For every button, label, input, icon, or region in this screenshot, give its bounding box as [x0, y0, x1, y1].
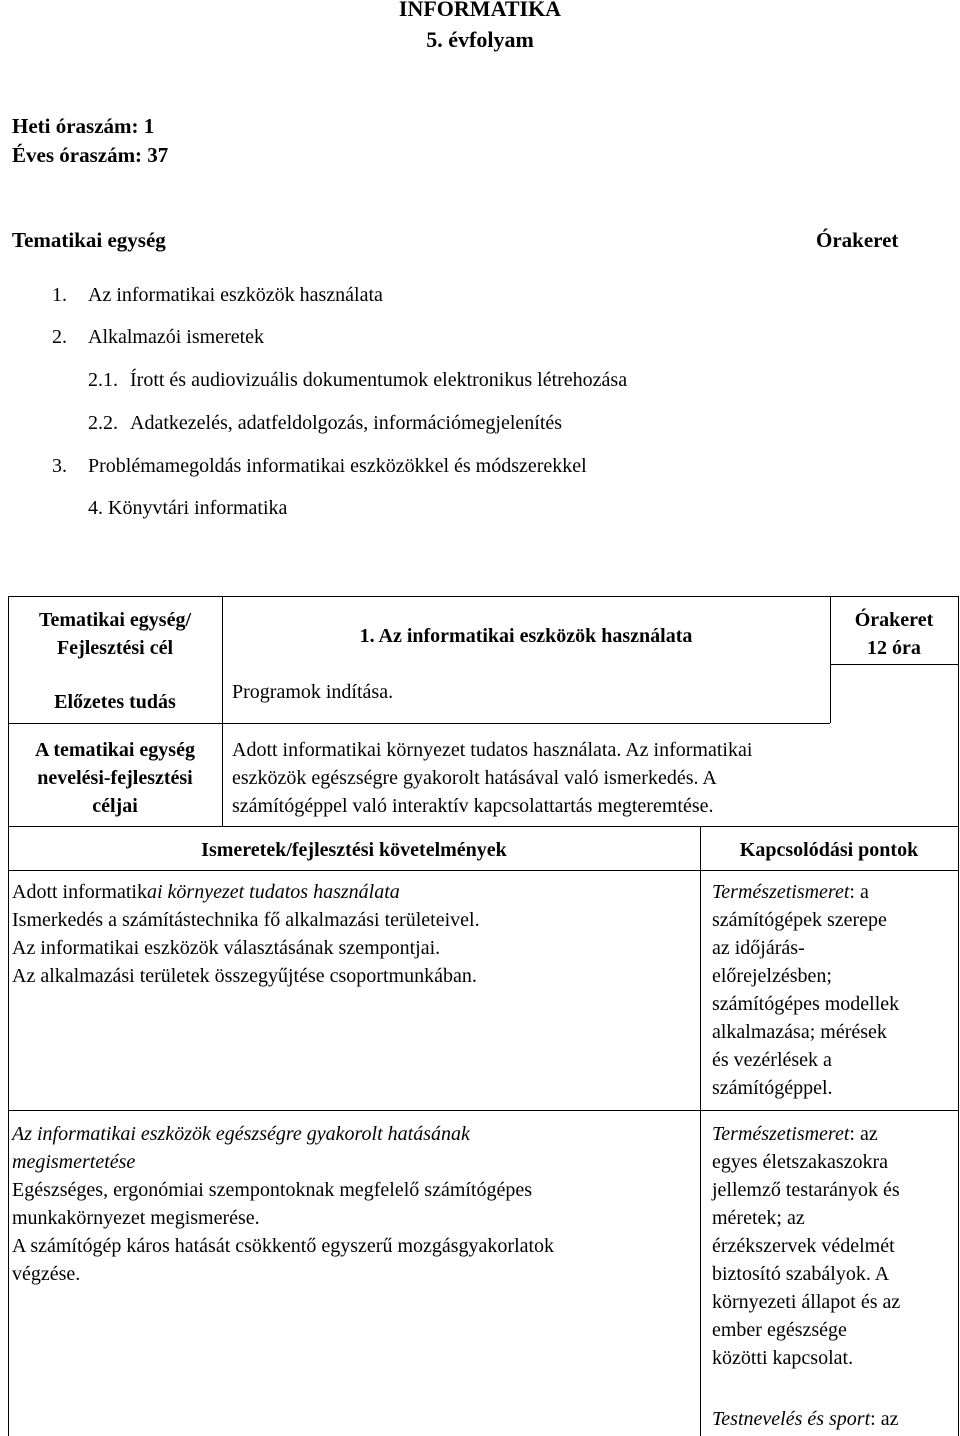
weekly-hours: Heti óraszám: 1 — [12, 114, 155, 138]
topic-title: 1. Az informatikai eszközök használata — [359, 625, 693, 647]
goals-line: számítógéppel való interaktív kapcsolattartás megteremtése. — [232, 795, 714, 817]
label-goals-line1: A tematikai egység — [35, 739, 195, 761]
conn-line: egyes életszakaszokra — [712, 1151, 889, 1173]
overview-item — [52, 455, 587, 478]
col-connections: Kapcsolódási pontok — [739, 839, 919, 861]
req-line: Egészséges, ergonómiai szempontoknak megfelelő számítógépes — [12, 1179, 533, 1201]
conn-line: közötti kapcsolat. — [712, 1347, 854, 1369]
overview-item — [88, 497, 288, 520]
goals-line: Adott informatikai környezet tudatos használata. Az informatikai — [232, 739, 753, 761]
conn-line: környezeti állapot és az — [712, 1291, 901, 1313]
grade-label: 5. évfolyam — [426, 27, 534, 52]
hours-value: 12 óra — [867, 637, 921, 659]
hours-label: Órakeret — [854, 609, 934, 631]
connections-block-2 — [712, 1120, 956, 1372]
label-topic-line1: Tematikai egység/ — [38, 609, 192, 631]
label-goals-line3: céljai — [92, 795, 138, 817]
overview-item-text: Könyvtári informatika — [108, 497, 288, 519]
overview-item-num: 2.1. — [88, 369, 118, 391]
requirements-block-1 — [12, 878, 698, 990]
label-prereq: Előzetes tudás — [54, 691, 176, 713]
req-line: munkakörnyezet megismerése. — [12, 1207, 260, 1229]
req-heading-part: Adott informatik — [12, 881, 147, 903]
yearly-hours: Éves óraszám: 37 — [12, 143, 169, 167]
req-line: A számítógép káros hatását csökkentő egyszerű mozgásgyakorlatok — [12, 1235, 555, 1257]
conn-line: alkalmazása; mérések — [712, 1021, 887, 1043]
conn-line: az időjárás- — [712, 937, 805, 959]
conn-line: számítógépes modellek — [712, 993, 900, 1015]
overview-item-num: 1. — [52, 284, 67, 306]
connections-block-1 — [712, 878, 956, 1102]
conn-line — [712, 1405, 956, 1433]
label-goals-line2: nevelési-fejlesztési — [37, 767, 193, 789]
conn-line: ember egészsége — [712, 1319, 847, 1341]
label-topic — [8, 606, 222, 662]
conn-subject: Természetismeret — [712, 1123, 850, 1145]
overview-item-text: Problémamegoldás informatikai eszközökkel és módszerekkel — [88, 455, 587, 477]
conn-text: : az — [849, 1123, 878, 1145]
overview-item — [88, 412, 563, 435]
goals-text — [232, 736, 752, 820]
hours-cell — [830, 606, 958, 662]
conn-line: jellemző testarányok és — [712, 1179, 900, 1201]
overview-item-num: 2.2. — [88, 412, 118, 434]
conn-line: számítógéppel. — [712, 1077, 833, 1099]
conn-line: és vezérlések a — [712, 1049, 832, 1071]
conn-line: méretek; az — [712, 1207, 805, 1229]
overview-col-hours: Órakeret — [816, 228, 899, 252]
conn-line: biztosító szabályok. A — [712, 1263, 890, 1285]
connections-block-3 — [712, 1405, 956, 1433]
col-requirements: Ismeretek/fejlesztési követelmények — [201, 839, 507, 861]
conn-line: előrejelzésben; — [712, 965, 832, 987]
overview-item-num: 2. — [52, 326, 67, 348]
conn-line: érzékszervek védelmét — [712, 1235, 895, 1257]
overview-item-num: 3. — [52, 455, 67, 477]
req-line: Ismerkedés a számítástechnika fő alkalmazási területeivel. — [12, 909, 480, 931]
overview-item — [88, 369, 628, 392]
overview-item-num: 4. — [88, 497, 103, 519]
conn-subject: Természetismeret — [712, 881, 850, 903]
conn-line — [712, 1120, 956, 1148]
req-heading: megismertetése — [12, 1151, 136, 1173]
conn-text: : a — [849, 881, 869, 903]
req-line: Az alkalmazási területek összegyűjtése csoportmunkában. — [12, 965, 477, 987]
req-heading — [12, 878, 698, 906]
req-line: végzése. — [12, 1263, 81, 1285]
overview-item-text: Írott és audiovizuális dokumentumok elektronikus létrehozása — [130, 369, 628, 391]
prereq-text: Programok indítása. — [232, 681, 394, 703]
overview-item-text: Adatkezelés, adatfeldolgozás, információmegjelenítés — [130, 412, 563, 434]
overview-col-topic: Tematikai egység — [12, 228, 166, 252]
requirements-block-2 — [12, 1120, 698, 1288]
overview-item — [52, 326, 265, 349]
conn-line — [712, 878, 956, 906]
conn-line: számítógépek szerepe — [712, 909, 887, 931]
req-line: Az informatikai eszközök választásának szempontjai. — [12, 937, 441, 959]
conn-text: : az — [870, 1408, 899, 1430]
req-heading: Az informatikai eszközök egészségre gyakorolt hatásának — [12, 1123, 470, 1145]
label-goals — [8, 736, 222, 820]
overview-item — [52, 284, 383, 307]
conn-subject: Testnevelés és sport — [712, 1408, 871, 1430]
req-heading-italic: ai környezet tudatos használata — [146, 881, 400, 903]
overview-item-text: Az informatikai eszközök használata — [88, 284, 383, 306]
goals-line: eszközök egészségre gyakorolt hatásával való ismerkedés. A — [232, 767, 717, 789]
label-topic-line2: Fejlesztési cél — [56, 637, 174, 659]
overview-item-text: Alkalmazói ismeretek — [88, 326, 265, 348]
document-title: INFORMATIKA — [398, 0, 562, 21]
